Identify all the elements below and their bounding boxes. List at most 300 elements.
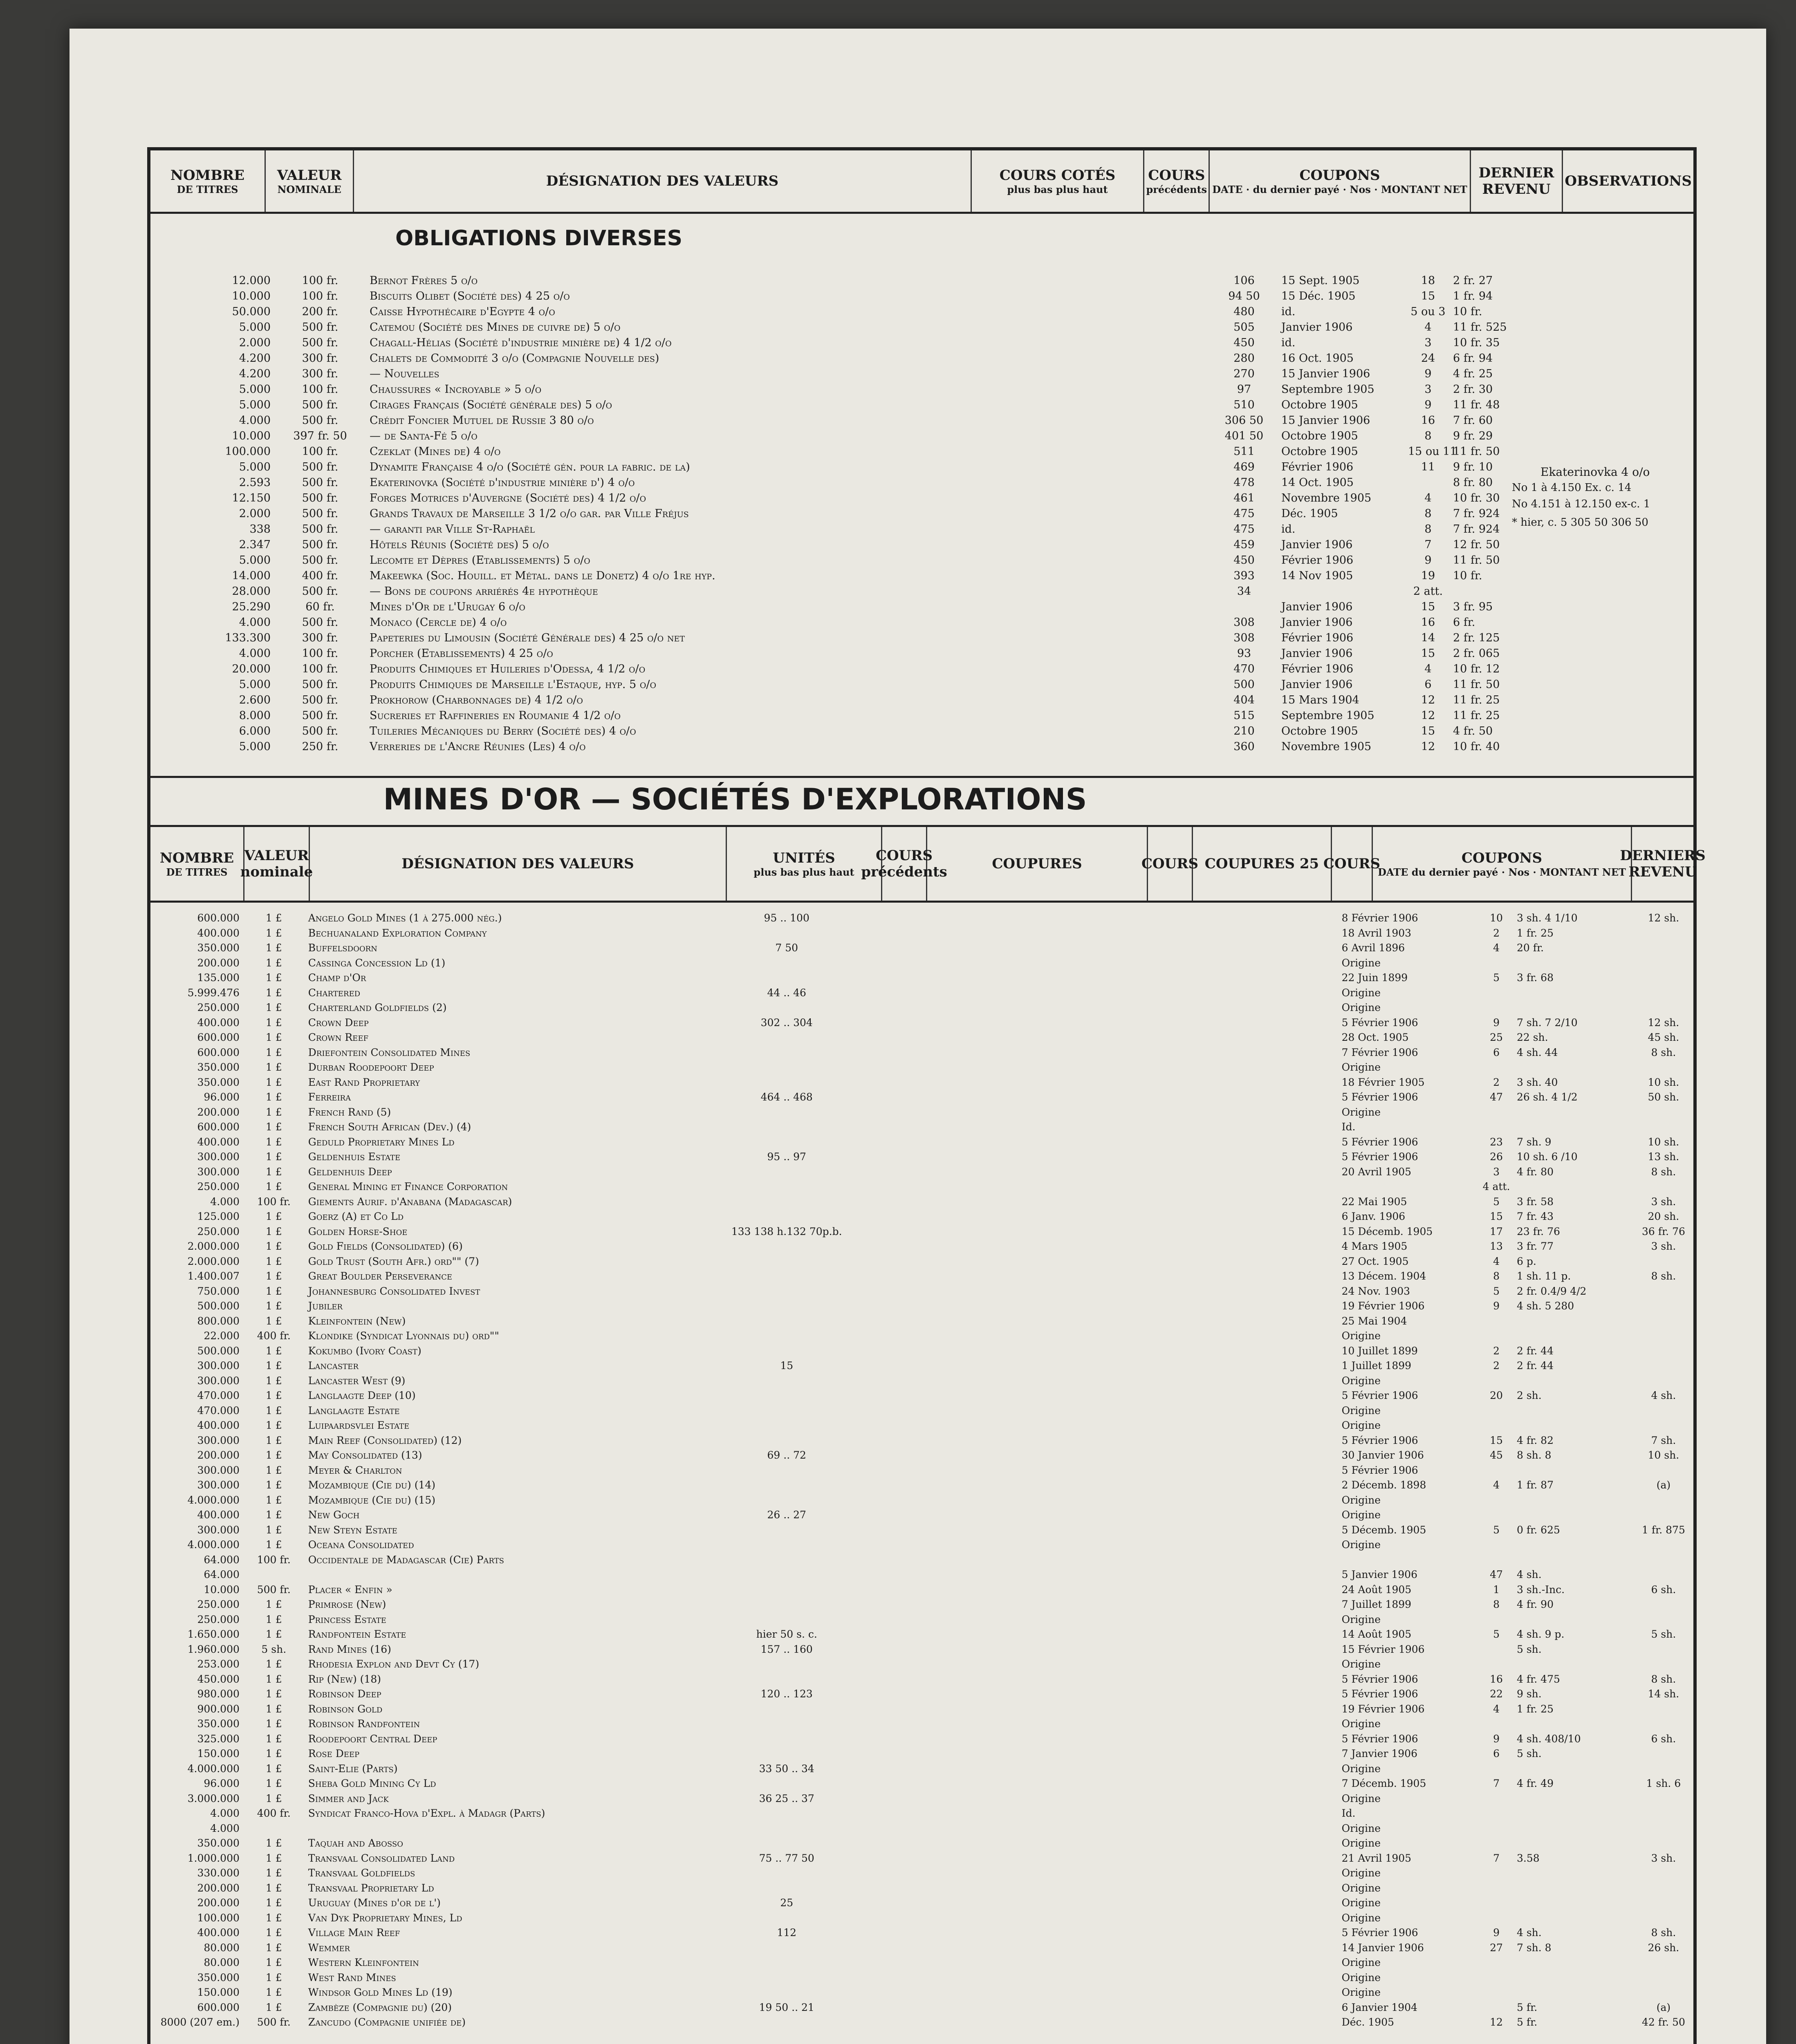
cell-r bbox=[1634, 1060, 1693, 1075]
cell-date: Octobre 1905 bbox=[1281, 430, 1358, 442]
cell-m: 11 fr. 48 bbox=[1453, 399, 1500, 411]
cell-c: 515 bbox=[1233, 709, 1255, 722]
cell-v: 1 £ bbox=[265, 972, 282, 984]
table-row bbox=[150, 1478, 1693, 1493]
table-row bbox=[150, 289, 1693, 304]
table-row bbox=[150, 366, 1693, 382]
cell-spacer bbox=[862, 1582, 1339, 1598]
cell-no bbox=[1478, 1463, 1514, 1478]
cell-v: 1 £ bbox=[265, 1718, 282, 1730]
cell-no: 2 att. bbox=[1413, 585, 1443, 598]
cell-m bbox=[1514, 1791, 1634, 1806]
cell-n: 250.000 bbox=[197, 1598, 240, 1610]
cell-v: 500 fr. bbox=[302, 321, 339, 334]
cell-m: 2 fr. 30 bbox=[1453, 383, 1493, 396]
table-row bbox=[150, 397, 1693, 413]
cell-v: 1 £ bbox=[265, 942, 282, 954]
cell-u bbox=[711, 1433, 862, 1448]
table-row bbox=[150, 475, 1693, 491]
cell-spacer bbox=[862, 1642, 1339, 1657]
cell-n: 4.000.000 bbox=[187, 1494, 240, 1506]
cell-c: 308 bbox=[1233, 632, 1255, 644]
cell-date: 30 Janvier 1906 bbox=[1341, 1449, 1424, 1461]
cell-spacer bbox=[862, 1314, 1339, 1329]
cell-n: 200.000 bbox=[197, 957, 240, 969]
table-row bbox=[150, 615, 1693, 630]
cell-no: 12 bbox=[1421, 694, 1435, 706]
cell-date: 22 Mai 1905 bbox=[1341, 1195, 1407, 1208]
cell-c: 306 50 bbox=[1224, 414, 1264, 427]
cell-u bbox=[711, 1776, 862, 1791]
table-row bbox=[150, 646, 1693, 661]
cell-m: 9 fr. 29 bbox=[1453, 430, 1493, 442]
cell-spacer bbox=[862, 1866, 1339, 1881]
cell-date: 14 Août 1905 bbox=[1341, 1628, 1412, 1640]
cell-date: Janvier 1906 bbox=[1281, 647, 1353, 660]
table-row bbox=[150, 1239, 1693, 1254]
cell-n: 250.000 bbox=[197, 1002, 240, 1013]
cell-spacer bbox=[862, 1015, 1339, 1031]
cell-date: 19 Février 1906 bbox=[1341, 1703, 1425, 1715]
cell-r bbox=[1634, 1911, 1693, 1926]
mines-section bbox=[150, 825, 1706, 2044]
cell-n: 12.000 bbox=[232, 274, 271, 287]
cell-date: Origine bbox=[1341, 1419, 1381, 1431]
cell-r bbox=[1634, 1881, 1693, 1896]
cell-spacer bbox=[862, 1150, 1339, 1165]
cell-no: 15 bbox=[1421, 725, 1435, 737]
cell-r bbox=[1634, 1403, 1693, 1419]
cell-d: Kokumbo (Ivory Coast) bbox=[308, 1345, 422, 1357]
cell-n: 4.000 bbox=[210, 1807, 240, 1819]
table-row bbox=[150, 1567, 1693, 1582]
cell-date: Origine bbox=[1341, 1404, 1381, 1416]
cell-v: 1 £ bbox=[265, 1076, 282, 1088]
cell-no bbox=[1406, 475, 1451, 491]
table-row bbox=[150, 1358, 1693, 1374]
cell-d: Tuileries Mécaniques du Berry (Société des) 4 o/o bbox=[370, 725, 636, 737]
cell-spacer bbox=[862, 1806, 1339, 1821]
table-row bbox=[150, 1090, 1693, 1105]
obligations-title: OBLIGATIONS DIVERSES bbox=[395, 226, 683, 251]
cell-n: 125.000 bbox=[197, 1210, 240, 1222]
cell-spacer bbox=[862, 1433, 1339, 1448]
cell-spacer bbox=[1025, 522, 1209, 537]
mines-header-plus-haut: plus haut bbox=[802, 866, 854, 878]
cell-date: Origine bbox=[1341, 1002, 1381, 1013]
cell-m bbox=[1514, 986, 1634, 1001]
cell-spacer bbox=[862, 1030, 1339, 1045]
cell-v: 500 fr. bbox=[302, 507, 339, 520]
cell-spacer bbox=[862, 1836, 1339, 1851]
cell-n: 133.300 bbox=[225, 632, 271, 644]
cell-c: 106 bbox=[1233, 274, 1255, 287]
cell-u bbox=[711, 1985, 862, 2000]
cell-spacer bbox=[862, 1120, 1339, 1135]
mines-header-valeur: VALEUR bbox=[244, 847, 309, 864]
cell-d: Placer « Enfin » bbox=[308, 1583, 392, 1596]
cell-d: Crown Deep bbox=[308, 1016, 369, 1029]
table-row bbox=[150, 739, 1693, 755]
cell-date: 7 Juillet 1899 bbox=[1341, 1598, 1412, 1610]
cell-no: 3 bbox=[1424, 336, 1432, 349]
cell-u bbox=[711, 1463, 862, 1478]
cell-v: 397 fr. 50 bbox=[293, 430, 347, 442]
cell-spacer bbox=[862, 1925, 1339, 1941]
cell-m: 5 fr. bbox=[1516, 2001, 1538, 2013]
cell-u bbox=[711, 1344, 862, 1359]
cell-m bbox=[1514, 1314, 1634, 1329]
cell-d: Forges Motrices d'Auvergne (Société des) 4 1/2 o/o bbox=[370, 492, 646, 504]
cell-date: Origine bbox=[1341, 1330, 1381, 1342]
table-row bbox=[150, 1925, 1693, 1941]
table-row bbox=[150, 1702, 1693, 1717]
cell-c: 210 bbox=[1233, 725, 1255, 737]
cell-no: 26 bbox=[1490, 1151, 1503, 1163]
cell-spacer bbox=[862, 1418, 1339, 1433]
cell-d: Sheba Gold Mining Cy Ld bbox=[308, 1777, 436, 1789]
cell-v: 1 £ bbox=[265, 1732, 282, 1745]
cell-spacer bbox=[862, 1597, 1339, 1612]
cell-no: 4 bbox=[1493, 1479, 1500, 1491]
cell-m: 1 fr. 25 bbox=[1516, 1703, 1554, 1715]
cell-m bbox=[1514, 1836, 1634, 1851]
table-row bbox=[150, 1821, 1693, 1836]
cell-v: 1 £ bbox=[265, 1345, 282, 1357]
cell-n: 2.347 bbox=[239, 538, 271, 551]
cell-n: 4.000 bbox=[239, 414, 271, 427]
cell-n: 5.000 bbox=[239, 554, 271, 567]
table-row bbox=[150, 970, 1693, 986]
cell-r bbox=[1634, 1105, 1693, 1120]
table-row bbox=[150, 1000, 1693, 1015]
cell-d: Prokhorow (Charbonnages de) 4 1/2 o/o bbox=[370, 694, 583, 706]
cell-no: 6 bbox=[1493, 1748, 1500, 1759]
cell-c: 401 50 bbox=[1224, 430, 1264, 442]
cell-d: Papeteries du Limousin (Société Générale des) 4 25 o/o net bbox=[370, 632, 685, 644]
cell-r bbox=[1634, 1508, 1693, 1523]
cell-d: Chalets de Commodité 3 o/o (Compagnie Nouvelle des) bbox=[370, 352, 659, 365]
cell-spacer bbox=[862, 1612, 1339, 1627]
cell-n: 980.000 bbox=[197, 1688, 240, 1700]
cell-v: 500 fr. bbox=[302, 461, 339, 473]
cell-date: 5 Février 1906 bbox=[1341, 1673, 1418, 1685]
table-row bbox=[150, 1642, 1693, 1657]
cell-v: 1 £ bbox=[265, 1837, 282, 1849]
table-row bbox=[150, 1762, 1693, 1777]
cell-m bbox=[1514, 1403, 1634, 1419]
cell-no: 2 bbox=[1493, 1360, 1500, 1372]
cell-no bbox=[1478, 1403, 1514, 1419]
cell-n: 338 bbox=[249, 523, 271, 536]
cell-m: 12 fr. 50 bbox=[1453, 538, 1500, 551]
cell-no bbox=[1478, 1955, 1514, 1970]
cell-v: 1 £ bbox=[265, 1539, 282, 1551]
cell-spacer bbox=[862, 1478, 1339, 1493]
cell-d: Sucreries et Raffineries en Roumanie 4 1/2 o/o bbox=[370, 709, 621, 722]
cell-n: 22.000 bbox=[204, 1330, 240, 1342]
cell-v: 1 £ bbox=[265, 1360, 282, 1372]
cell-v: 1 £ bbox=[265, 1225, 282, 1237]
cell-no bbox=[1478, 1881, 1514, 1896]
cell-date: Origine bbox=[1341, 1867, 1381, 1879]
cell-u bbox=[711, 1732, 862, 1747]
table-row bbox=[150, 1269, 1693, 1284]
cell-u bbox=[711, 1970, 862, 1986]
cell-no: 1 bbox=[1493, 1583, 1500, 1596]
cell-c: 280 bbox=[1233, 352, 1255, 365]
cell-n: 600.000 bbox=[197, 1031, 240, 1043]
cell-d: Western Kleinfontein bbox=[308, 1957, 419, 1968]
cell-n: 350.000 bbox=[197, 942, 240, 954]
cell-v: 300 fr. bbox=[302, 352, 339, 365]
cell-m bbox=[1514, 1762, 1634, 1777]
cell-v: 1 £ bbox=[265, 1449, 282, 1461]
cell-date: 5 Décemb. 1905 bbox=[1341, 1524, 1426, 1536]
cell-u bbox=[711, 1702, 862, 1717]
cell-v: 500 fr. bbox=[302, 523, 339, 536]
cell-r: 42 fr. 50 bbox=[1641, 2016, 1685, 2028]
table-row bbox=[150, 1746, 1693, 1762]
cell-d: Dynamite Française 4 o/o (Société gén. pour la fabric. de la) bbox=[370, 461, 690, 473]
cell-n: 330.000 bbox=[197, 1867, 240, 1879]
cell-n: 8000 (207 em.) bbox=[160, 2016, 240, 2028]
cell-m: 7 sh. 8 bbox=[1516, 1941, 1552, 1954]
cell-no: 12 bbox=[1421, 740, 1435, 753]
table-row bbox=[150, 1970, 1693, 1986]
mines-header-coupures25: COUPURES 25 bbox=[1193, 827, 1332, 901]
cell-m: 1 fr. 87 bbox=[1516, 1479, 1554, 1491]
cell-n: 325.000 bbox=[197, 1732, 240, 1745]
cell-v: 1 £ bbox=[265, 1165, 282, 1178]
cell-u: 302 .. 304 bbox=[760, 1016, 813, 1029]
cell-n: 200.000 bbox=[197, 1897, 240, 1909]
cell-date: Origine bbox=[1341, 957, 1381, 969]
cell-no: 10 bbox=[1490, 912, 1503, 924]
cell-n: 5.000 bbox=[239, 399, 271, 411]
cell-no: 5 bbox=[1493, 972, 1500, 984]
cell-date: 22 Juin 1899 bbox=[1341, 972, 1408, 984]
cell-date: 13 Décem. 1904 bbox=[1341, 1270, 1426, 1282]
cell-v: 100 fr. bbox=[257, 1195, 291, 1208]
cell-n: 4.200 bbox=[239, 352, 271, 365]
cell-no: 45 bbox=[1490, 1449, 1503, 1461]
cell-n: 300.000 bbox=[197, 1464, 240, 1476]
cell-r: 12 sh. bbox=[1648, 912, 1679, 924]
cell-date: 5 Février 1906 bbox=[1341, 1688, 1418, 1700]
cell-no bbox=[1478, 1985, 1514, 2000]
header-net: NET bbox=[1443, 183, 1467, 195]
cell-v: 300 fr. bbox=[302, 632, 339, 644]
cell-m bbox=[1514, 1911, 1634, 1926]
cell-n: 4.200 bbox=[239, 368, 271, 380]
cell-date: 16 Oct. 1905 bbox=[1281, 352, 1354, 365]
cell-v: 1 £ bbox=[265, 1240, 282, 1252]
cell-r bbox=[1634, 1358, 1693, 1374]
cell-d: Geduld Proprietary Mines Ld bbox=[308, 1136, 455, 1148]
cell-spacer bbox=[862, 1448, 1339, 1463]
cell-date: Id. bbox=[1341, 1807, 1356, 1819]
table-row bbox=[150, 537, 1693, 553]
cell-date: Novembre 1905 bbox=[1281, 492, 1372, 504]
table-row bbox=[150, 335, 1693, 351]
cell-d: Windsor Gold Mines Ld (19) bbox=[308, 1986, 453, 1998]
cell-c: 393 bbox=[1233, 569, 1255, 582]
cell-n: 5.000 bbox=[239, 321, 271, 334]
table-row bbox=[150, 1597, 1693, 1612]
cell-spacer bbox=[1025, 553, 1209, 568]
cell-spacer bbox=[862, 1165, 1339, 1180]
mines-title: MINES D'OR — SOCIÉTÉS D'EXPLORATIONS bbox=[383, 782, 1087, 816]
cell-v: 1 £ bbox=[265, 1300, 282, 1312]
table-row bbox=[150, 320, 1693, 335]
cell-m: 1 sh. 11 p. bbox=[1516, 1270, 1571, 1282]
header-coupons: COUPONS bbox=[1299, 167, 1380, 184]
cell-no: 9 bbox=[1493, 1927, 1500, 1939]
cell-date: 14 Janvier 1906 bbox=[1341, 1941, 1424, 1954]
oblig-obs-1: Ekaterinovka 4 o/o bbox=[1540, 465, 1650, 479]
cell-spacer bbox=[1025, 397, 1209, 413]
cell-d: Hôtels Réunis (Société des) 5 o/o bbox=[370, 538, 549, 551]
cell-no: 4 bbox=[1493, 942, 1500, 954]
cell-spacer bbox=[1025, 506, 1209, 522]
cell-spacer bbox=[1025, 459, 1209, 475]
cell-spacer bbox=[1025, 708, 1209, 724]
cell-d: East Rand Proprietary bbox=[308, 1076, 420, 1088]
cell-no: 9 bbox=[1424, 399, 1432, 411]
cell-date: 4 Mars 1905 bbox=[1341, 1240, 1408, 1252]
cell-v: 60 fr. bbox=[305, 601, 335, 613]
cell-n: 96.000 bbox=[204, 1777, 240, 1789]
cell-u bbox=[711, 956, 862, 971]
table-row bbox=[150, 1254, 1693, 1269]
cell-d: Mozambique (Cie du) (14) bbox=[308, 1479, 436, 1491]
cell-n: 4.000 bbox=[239, 647, 271, 660]
cell-c: 308 bbox=[1233, 616, 1255, 629]
cell-m: 8 fr. 80 bbox=[1453, 476, 1493, 489]
cell-spacer bbox=[862, 1970, 1339, 1986]
cell-v: 1 £ bbox=[265, 1494, 282, 1506]
cell-d: Mines d'Or de l'Urugay 6 o/o bbox=[370, 601, 525, 613]
cell-u bbox=[711, 1060, 862, 1075]
cell-c: 510 bbox=[1233, 399, 1255, 411]
cell-spacer bbox=[1025, 693, 1209, 708]
cell-v: 1 £ bbox=[265, 1658, 282, 1670]
mines-header-plus-bas: plus bas bbox=[753, 866, 799, 878]
cell-date: 24 Août 1905 bbox=[1341, 1583, 1412, 1596]
table-row bbox=[150, 1299, 1693, 1314]
cell-no bbox=[1478, 1836, 1514, 1851]
table-row bbox=[150, 1537, 1693, 1553]
cell-m: 4 fr. 25 bbox=[1453, 368, 1493, 380]
cell-n: 300.000 bbox=[197, 1479, 240, 1491]
cell-m: 10 sh. 6 /10 bbox=[1516, 1151, 1578, 1163]
header-date: DATE bbox=[1212, 183, 1243, 195]
cell-m: 4 sh. 44 bbox=[1516, 1046, 1558, 1058]
cell-v: 500 fr. bbox=[302, 476, 339, 489]
cell-u bbox=[711, 1284, 862, 1299]
cell-n: 600.000 bbox=[197, 1121, 240, 1133]
cell-m: 7 fr. 60 bbox=[1453, 414, 1493, 427]
cell-d: Catemou (Société des Mines de cuivre de) 5 o/o bbox=[370, 321, 621, 334]
cell-m: 8 sh. 8 bbox=[1516, 1449, 1552, 1461]
cell-d: Roodepoort Central Deep bbox=[308, 1732, 437, 1745]
cell-m: 7 sh. 9 bbox=[1516, 1136, 1552, 1148]
cell-spacer bbox=[862, 1851, 1339, 1866]
cell-n: 250.000 bbox=[197, 1613, 240, 1625]
cell-v: 300 fr. bbox=[302, 368, 339, 380]
cell-no: 22 bbox=[1490, 1688, 1503, 1700]
cell-n: 2.000 bbox=[239, 507, 271, 520]
table-row bbox=[150, 941, 1693, 956]
cell-n: 600.000 bbox=[197, 2001, 240, 2013]
cell-v: 500 fr. bbox=[302, 678, 339, 691]
cell-d: Occidentale de Madagascar (Cie) Parts bbox=[308, 1553, 504, 1566]
cell-m: 2 fr. 27 bbox=[1453, 274, 1493, 287]
cell-r bbox=[1634, 1374, 1693, 1389]
cell-v: 1 £ bbox=[265, 1285, 282, 1297]
cell-no: 5 bbox=[1493, 1195, 1500, 1208]
cell-r: 3 sh. bbox=[1651, 1240, 1676, 1252]
cell-v: 250 fr. bbox=[302, 740, 339, 753]
cell-spacer bbox=[862, 1985, 1339, 2000]
cell-date: 10 Juillet 1899 bbox=[1341, 1345, 1418, 1357]
cell-r bbox=[1634, 1299, 1693, 1314]
cell-n: 2.000.000 bbox=[187, 1255, 240, 1267]
cell-u bbox=[711, 1553, 862, 1568]
cell-n: 3.000.000 bbox=[187, 1792, 240, 1804]
table-row bbox=[150, 1060, 1693, 1075]
cell-d: New Steyn Estate bbox=[308, 1524, 397, 1536]
cell-no bbox=[1478, 1896, 1514, 1911]
cell-d bbox=[306, 1567, 711, 1582]
cell-m bbox=[1514, 1612, 1634, 1627]
cell-n: 2.593 bbox=[239, 476, 271, 489]
cell-r: 8 sh. bbox=[1651, 1927, 1676, 1939]
header-no: Nos bbox=[1350, 183, 1371, 195]
cell-spacer bbox=[862, 941, 1339, 956]
table-row bbox=[150, 926, 1693, 941]
cell-d: Golden Horse-Shoe bbox=[308, 1225, 408, 1237]
cell-r: 8 sh. bbox=[1651, 1046, 1676, 1058]
cell-m: 20 fr. bbox=[1516, 942, 1544, 954]
header-observations: OBSERVATIONS bbox=[1565, 173, 1692, 189]
cell-n: 80.000 bbox=[204, 1957, 240, 1968]
cell-v: 500 fr. bbox=[302, 725, 339, 737]
cell-v: 1 £ bbox=[265, 1777, 282, 1789]
cell-n: 4.000 bbox=[210, 1195, 240, 1208]
table-row bbox=[150, 1463, 1693, 1478]
cell-m: 2 fr. 125 bbox=[1453, 632, 1500, 644]
cell-m: 10 fr. 35 bbox=[1453, 336, 1500, 349]
cell-date: 2 Décemb. 1898 bbox=[1341, 1479, 1426, 1491]
cell-d: Giements Aurif. d'Anabana (Madagascar) bbox=[308, 1195, 512, 1208]
cell-no: 7 bbox=[1493, 1852, 1500, 1864]
cell-n: 12.150 bbox=[232, 492, 271, 504]
cell-no: 16 bbox=[1421, 414, 1435, 427]
cell-date: 5 Février 1906 bbox=[1341, 1732, 1418, 1745]
cell-no: 15 bbox=[1421, 290, 1435, 303]
cell-no: 15 bbox=[1421, 647, 1435, 660]
cell-v: 200 fr. bbox=[302, 305, 339, 318]
cell-no bbox=[1478, 1553, 1514, 1568]
cell-m bbox=[1514, 1508, 1634, 1523]
cell-d: Durban Roodepoort Deep bbox=[308, 1061, 434, 1073]
cell-no: 12 bbox=[1490, 2016, 1503, 2028]
cell-d: Rand Mines (16) bbox=[308, 1643, 391, 1655]
cell-r: 14 sh. bbox=[1648, 1688, 1679, 1700]
cell-m: 6 p. bbox=[1516, 1255, 1536, 1267]
